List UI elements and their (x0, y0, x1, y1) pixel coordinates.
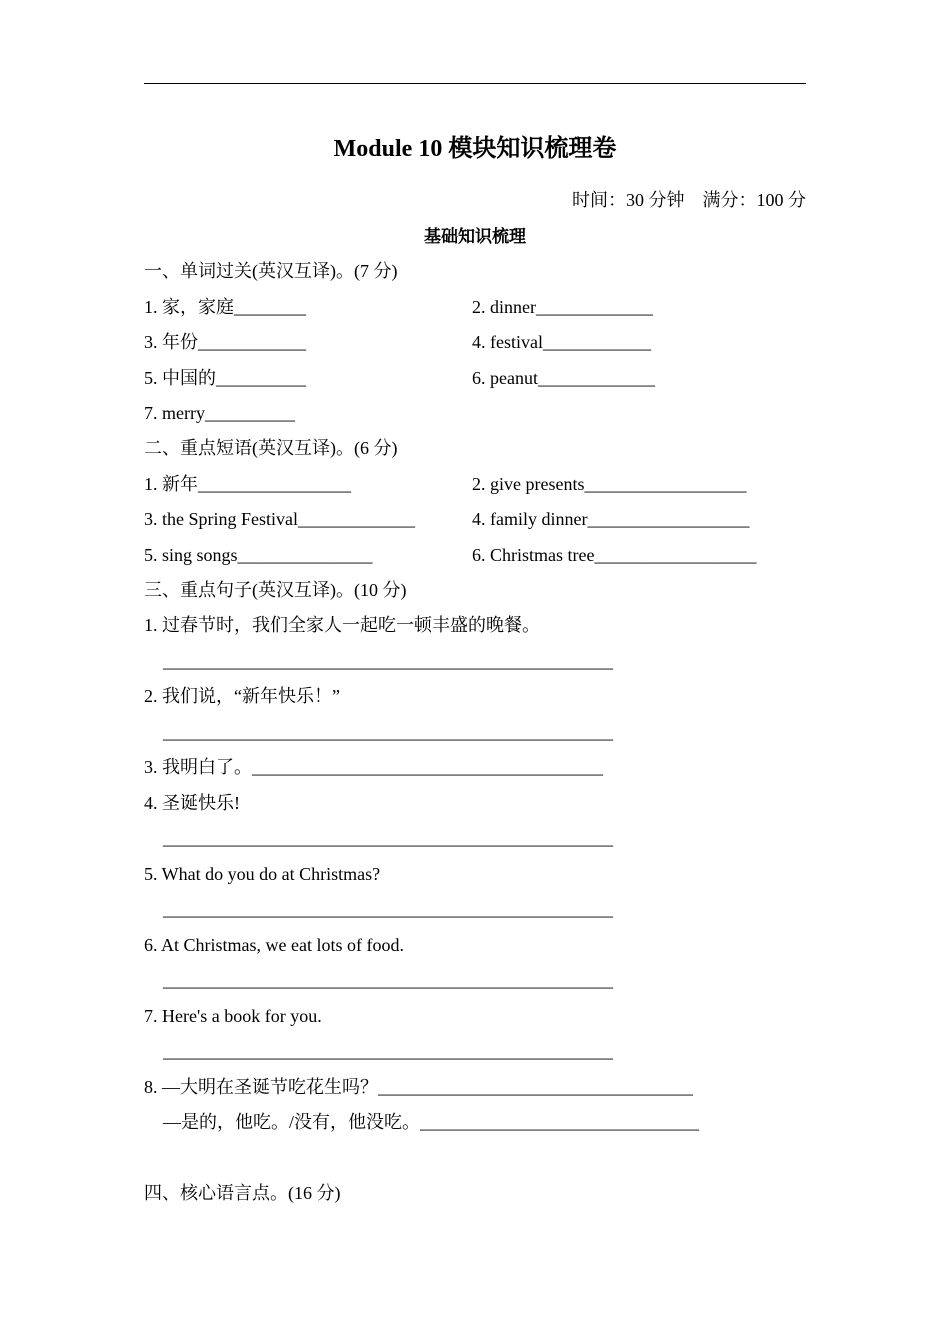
vocab-item-2: 2. dinner_____________ (472, 297, 653, 317)
sentence-q5: 5. What do you do at Christmas? (144, 864, 381, 884)
answer-line-q5: __________________________________________________ (163, 899, 613, 919)
exam-meta: 时间：30 分钟 满分：100 分 (572, 190, 806, 210)
sentence-q7: 7. Here's a book for you. (144, 1006, 322, 1026)
answer-line-q7: __________________________________________________ (163, 1041, 613, 1061)
section-3-heading: 三、重点句子(英汉互译)。(10 分) (144, 580, 407, 600)
phrase-item-4: 4. family dinner__________________ (472, 509, 750, 529)
sentence-q1: 1. 过春节时，我们全家人一起吃一顿丰盛的晚餐。 (144, 615, 540, 635)
vocab-item-7: 7. merry__________ (144, 403, 295, 423)
answer-line-q1: __________________________________________________ (163, 651, 613, 671)
sentence-q4: 4. 圣诞快乐! (144, 793, 240, 813)
section-subtitle: 基础知识梳理 (424, 227, 526, 246)
phrase-item-1: 1. 新年_________________ (144, 474, 351, 494)
phrase-item-3: 3. the Spring Festival_____________ (144, 509, 415, 529)
sentence-q8-question: 8. —大明在圣诞节吃花生吗？___________________________________ (144, 1077, 693, 1097)
vocab-item-3: 3. 年份____________ (144, 332, 306, 352)
top-rule (144, 83, 806, 84)
section-2-heading: 二、重点短语(英汉互译)。(6 分) (144, 438, 398, 458)
vocab-item-6: 6. peanut_____________ (472, 368, 655, 388)
vocab-item-1: 1. 家，家庭________ (144, 297, 306, 317)
answer-line-q2: __________________________________________________ (163, 722, 613, 742)
sentence-q2: 2. 我们说，“新年快乐！” (144, 686, 340, 706)
section-4-heading: 四、核心语言点。(16 分) (144, 1183, 341, 1203)
phrase-item-2: 2. give presents__________________ (472, 474, 747, 494)
section-1-heading: 一、单词过关(英汉互译)。(7 分) (144, 261, 398, 281)
phrase-item-6: 6. Christmas tree__________________ (472, 545, 757, 565)
vocab-item-5: 5. 中国的__________ (144, 368, 306, 388)
sentence-q8-answer: —是的，他吃。/没有，他没吃。_______________________________ (163, 1112, 699, 1132)
phrase-item-5: 5. sing songs_______________ (144, 545, 373, 565)
sentence-q3: 3. 我明白了。_______________________________________ (144, 757, 603, 777)
answer-line-q6: __________________________________________________ (163, 970, 613, 990)
page-title: Module 10 模块知识梳理卷 (333, 136, 617, 162)
sentence-q6: 6. At Christmas, we eat lots of food. (144, 935, 404, 955)
vocab-item-4: 4. festival____________ (472, 332, 651, 352)
answer-line-q4: __________________________________________________ (163, 828, 613, 848)
